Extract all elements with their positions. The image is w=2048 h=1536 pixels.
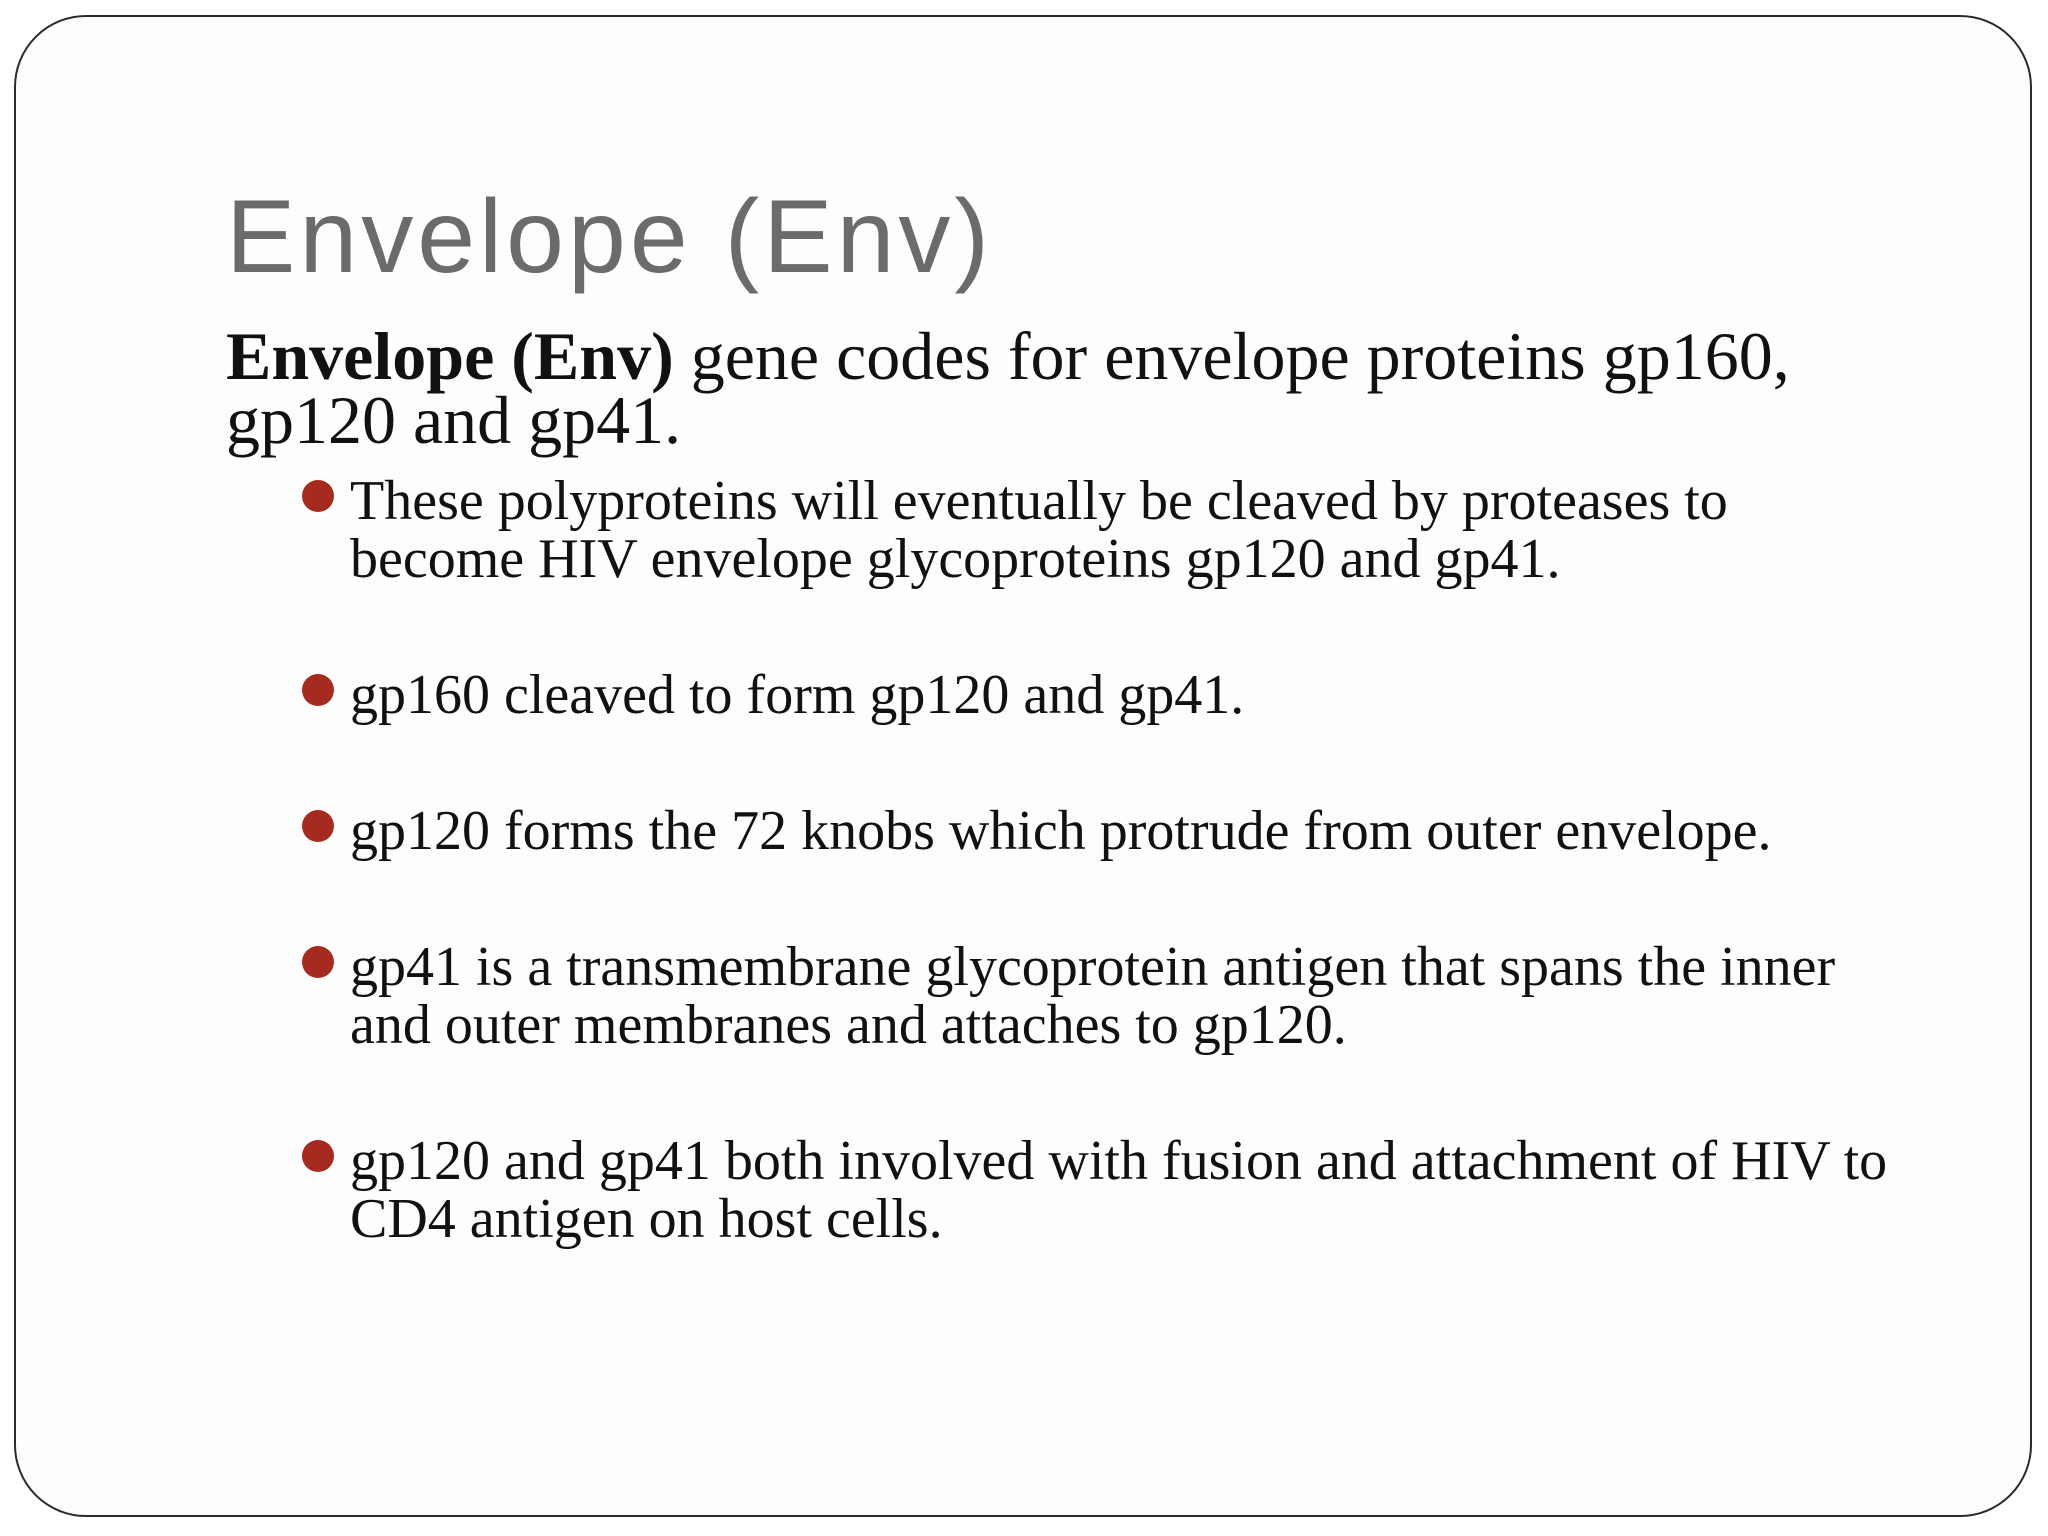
bullet-dot-icon [302, 810, 334, 842]
intro-paragraph [226, 318, 1966, 458]
bullet-item [290, 666, 1890, 724]
bullet-dot-icon [302, 674, 334, 706]
intro-bold-term: Envelope (Env) [226, 318, 674, 394]
slide-title: Envelope (Env) [226, 179, 994, 295]
bullet-item [290, 472, 1890, 588]
bullet-item [290, 938, 1890, 1054]
bullet-text: gp120 and gp41 both involved with fusion and attachment of HIV to CD4 antigen on host cells. [350, 1130, 1888, 1250]
bullet-text: gp41 is a transmembrane glycoprotein antigen that spans the inner and outer membranes and attaches to gp120. [350, 936, 1836, 1056]
bullet-item [290, 802, 1890, 860]
bullet-dot-icon [302, 480, 334, 512]
bullet-list [290, 472, 1890, 1248]
bullet-text: These polyproteins will eventually be cleaved by proteases to become HIV envelope glycoproteins gp120 and gp41. [350, 470, 1728, 590]
bullet-text: gp160 cleaved to form gp120 and gp41. [350, 664, 1245, 726]
bullet-item [290, 1132, 1890, 1248]
bullet-dot-icon [302, 1140, 334, 1172]
intro-text: gene codes for envelope proteins gp160, gp120 and gp41. [226, 318, 1790, 458]
bullet-dot-icon [302, 946, 334, 978]
bullet-text: gp120 forms the 72 knobs which protrude from outer envelope. [350, 800, 1772, 862]
